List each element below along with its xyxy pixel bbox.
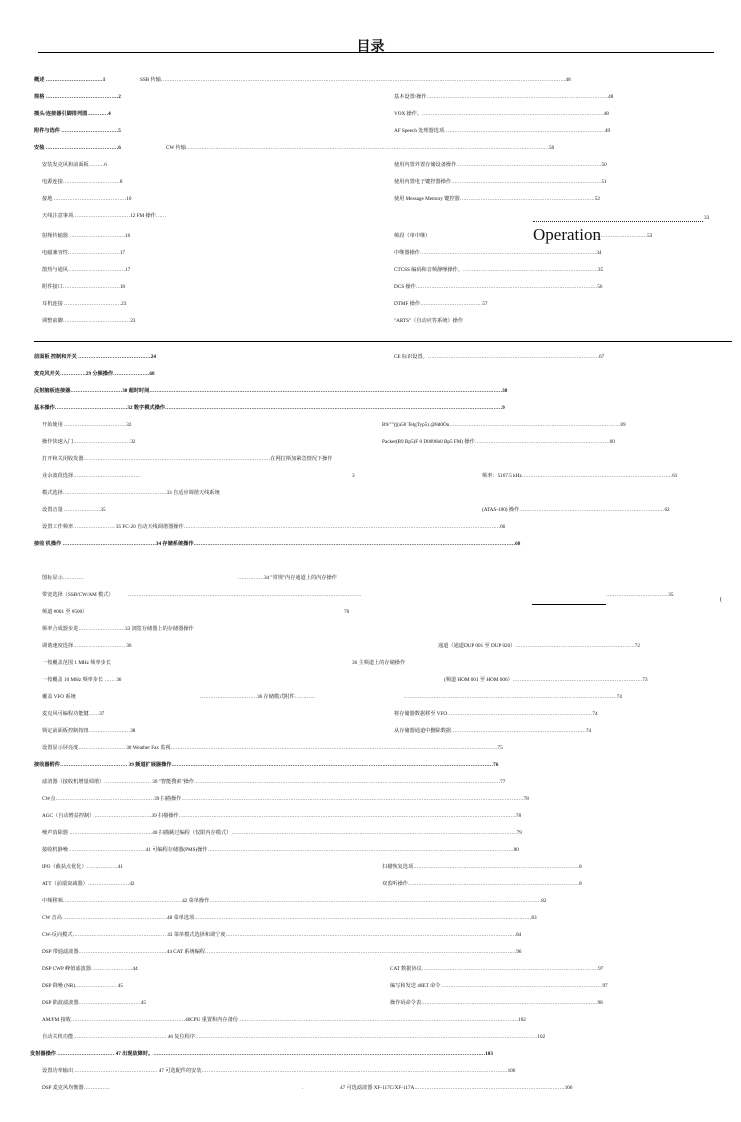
toc-row	[0, 659, 741, 669]
toc-entry[interactable]: 前面板 控制和开关 ……………………………………24	[34, 354, 156, 360]
toc-row	[0, 676, 741, 686]
toc-entry[interactable]: ATT（前端衰减器）……………………42	[42, 881, 135, 887]
toc-row	[0, 727, 741, 737]
toc-entry[interactable]: 接收机静噪………………………………………41 可编程存储器(PMS)操作……………………………………………………………………………………………………………………………………………………………80	[42, 847, 519, 853]
toc-entry[interactable]: (频道 HOM 001 至 HOM 006）…………………………………………………………………73	[444, 677, 648, 683]
toc-entry[interactable]: ……………………………53	[590, 233, 653, 239]
toc-entry[interactable]: DSP 降噪 (NR)…………………… 45	[42, 983, 123, 989]
toc-entry[interactable]: CAT 数据协议…………………………………………………………………………………………97	[390, 966, 604, 972]
toc-row	[0, 863, 741, 873]
toc-entry[interactable]: 射频传输器……………………………16	[42, 233, 131, 239]
operation-heading: Operation	[533, 225, 601, 244]
toc-entry[interactable]: IPO（截获点优化）………………41	[42, 864, 123, 870]
toc-entry[interactable]: 使用 Message Memory 键控器……………………………………………………………………52	[394, 196, 600, 202]
toc-row	[0, 829, 741, 839]
toc-row	[0, 642, 741, 652]
toc-row	[0, 144, 741, 154]
toc-entry[interactable]: Packet(B9 Bp5)F 0 D0096b0 Bp5 FM) 操作……………………………………………………………………60	[382, 439, 615, 445]
toc-entry[interactable]: 从存储器通道中删除数据……………………………………………………………………74	[394, 728, 592, 734]
section-divider	[34, 341, 732, 342]
stray-mark: (	[720, 597, 722, 603]
toc-row	[0, 1084, 741, 1094]
toc-row	[0, 591, 741, 601]
title-rule	[38, 52, 714, 53]
toc-entry[interactable]: CW点…………………………………………………39 扫描操作………………………………………………………………………………………………………………………………………………………………………………78	[42, 796, 529, 802]
toc-row	[0, 266, 741, 276]
toc-entry[interactable]: 频段（单中继）	[394, 233, 431, 239]
toc-entry[interactable]: 操作快速入门……………………………32	[42, 439, 136, 445]
toc-entry[interactable]: .	[302, 1085, 304, 1091]
toc-row	[0, 880, 741, 890]
toc-row	[0, 438, 741, 448]
toc-entry[interactable]: AGC（自动增益控制）……………………………39 扫描操作……………………………………………………………………………………………………………………………………………………………………………78	[42, 813, 522, 819]
toc-row	[0, 353, 741, 363]
toc-entry[interactable]: 自动关机功能……………………………………………… 46 复位程序………………………………………………………………………………………………………………………………………………………………………………102	[42, 1034, 546, 1040]
solid-rule-fragment	[532, 604, 606, 605]
toc-entry[interactable]: "ARTS"（自动应答系统）操作	[394, 318, 464, 324]
toc-entry[interactable]: DSP 麦克风均衡器……………	[42, 1085, 110, 1091]
toc-entry[interactable]: 散热与通风……………………………17	[42, 267, 131, 273]
toc-entry[interactable]: ……………………………36 存储模式附件…………	[200, 694, 316, 700]
toc-row	[0, 710, 741, 720]
toc-row	[0, 965, 741, 975]
toc-entry[interactable]: 开始使用 ………………………………32	[42, 422, 132, 428]
toc-row	[0, 93, 741, 103]
toc-entry[interactable]: 使用内置外置存储设备操作…………………………………………………………………………50	[394, 162, 607, 168]
toc-entry[interactable]: 锁定前面板控制按钮……………………38	[42, 728, 136, 734]
toc-entry[interactable]: DSP 陷波滤波器………………………………45	[42, 1000, 146, 1006]
toc-entry[interactable]: 频道 #001 至 #500）	[42, 609, 88, 615]
toc-entry[interactable]: 基本操作……………………………………32 数字模式操作……………………………………………………………………………………………………………………………………………………………………………9	[34, 405, 505, 411]
toc-entry[interactable]: 将存储器数据移至 VFO…………………………………………………………………………74	[394, 711, 598, 717]
toc-entry[interactable]: 设置显示屏亮度……………………… 38 Weather Fax 监视………………………………………………………………………………………………………………………………………………………………………75	[42, 745, 503, 751]
toc-entry[interactable]: 47 可选滤波器 XF-117C/XF-117A……………………………………………………………………………106	[340, 1085, 573, 1091]
toc-row	[0, 472, 741, 482]
toc-entry[interactable]: 中频移频……………………………………………………………42 菜单操作…………………………………………………………………………………………………………………………………………………………………………82	[42, 898, 547, 904]
toc-entry[interactable]: 设置音量 …………………35	[42, 507, 106, 513]
toc-row	[0, 127, 741, 137]
toc-entry[interactable]: 接地 ……………………………………10	[42, 196, 132, 202]
toc-row	[0, 931, 741, 941]
toc-row	[0, 195, 741, 205]
toc-row	[0, 778, 741, 788]
toc-entry[interactable]: 带宽选择（SSB/CW/AM 模式）	[42, 592, 114, 598]
toc-entry[interactable]: 噪声消除器 …………………………………………40 扫描跳过编程（仅限内存模式）…………………………………………………………………………………………………………………………………………………79	[42, 830, 522, 836]
toc-row	[0, 999, 741, 1009]
toc-row	[0, 404, 741, 414]
toc-entry[interactable]: 图标显示…………	[42, 575, 84, 581]
toc-row	[0, 897, 741, 907]
toc-entry[interactable]: 打开和关闭收发器………………………………………………………………………………………………在网拉斯加紧急情况下操作	[42, 456, 333, 462]
toc-entry[interactable]: ……………34 "常规"内存通道上的内存操作	[238, 575, 337, 581]
toc-entry[interactable]: 编写和发送 48ET 命令 …………………………………………………………………………………97	[390, 983, 608, 989]
toc-entry[interactable]: 电磁兼容性…………………………17	[42, 250, 126, 256]
toc-entry[interactable]: 双监听操作………………………………………………………………………………………8	[382, 881, 582, 887]
toc-entry[interactable]: CTCSS 编码和音频静噪操作。……………………………………………………………………35	[394, 267, 604, 273]
toc-entry[interactable]: 附件与选件 ……………………………5	[34, 128, 121, 134]
toc-row	[0, 1016, 741, 1026]
toc-entry[interactable]: 一按覆盖范围 1 MHz 频率步长	[42, 660, 112, 666]
toc-row	[0, 1050, 741, 1060]
toc-entry[interactable]: CW 传输…………………………………………………………………………………………………………………………………………………………………………………………50	[166, 145, 555, 151]
toc-entry[interactable]: 设置功率输出 ………………………………………… 47 可选配件的安装……………………………………………………………………………………………………………………………………………………………106	[42, 1068, 516, 1074]
toc-entry[interactable]: 麦克风可编程功能键……37	[42, 711, 105, 717]
toc-entry[interactable]: 反射脑板连接器…………………………30 超时时间……………………………………………………………………………………………………………………………………………………………………………………38	[34, 388, 508, 394]
toc-entry[interactable]: 天线注意事项……………………………12 FM 操作……	[42, 213, 167, 219]
toc-row	[0, 540, 741, 550]
operation-page-number: 33	[704, 215, 710, 221]
toc-entry[interactable]: DSP 带通滤波器……………………………………………44 CAT 系统编程………………………………………………………………………………………………………………………………………………………………96	[42, 949, 522, 955]
toc-entry[interactable]: AF Speech 处理器选项…………………………………………………………………………………49	[394, 128, 611, 134]
toc-entry[interactable]: 发射器操作 …………………………… 47 出现故障时。…………………………………………………………………………………………………………………………………………………………………………103	[30, 1051, 493, 1057]
toc-row	[0, 744, 741, 754]
toc-entry[interactable]: 频率合成器步进………………………33 浏览存储器上的存储器操作	[42, 626, 194, 632]
toc-row	[0, 178, 741, 188]
toc-entry[interactable]: 使用内置电子键控器操作……………………………………………………………………………51	[394, 179, 607, 185]
toc-row	[0, 574, 741, 584]
toc-row	[0, 110, 741, 120]
toc-row	[0, 249, 741, 259]
toc-entry[interactable]: 36 主频道上的存储操作	[352, 660, 406, 666]
toc-entry[interactable]: 电源连接……………………………8	[42, 179, 123, 185]
toc-row	[0, 761, 741, 771]
toc-row	[0, 232, 741, 242]
toc-row	[0, 161, 741, 171]
toc-row	[0, 421, 741, 431]
toc-entry[interactable]: 规格 ……………………………………2	[34, 94, 121, 100]
toc-entry[interactable]: 接收 机操作 ………………………………………………34 存储系统操作……………………………………………………………………………………………………………………………………………………………………68	[34, 541, 521, 547]
toc-entry[interactable]: 安装发克风和前面板………6	[42, 162, 107, 168]
toc-entry[interactable]: 70	[344, 609, 350, 615]
toc-entry[interactable]: 调谐速度选择………………………… 36	[42, 643, 132, 649]
toc-entry[interactable]: SSB 传输………………………………………………………………………………………………………………………………………………………………………………………………………………48	[140, 77, 571, 83]
toc-entry[interactable]: 3	[352, 473, 355, 479]
toc-entry[interactable]: 频率：5167.5 kHz……………………………………………………………………………61	[482, 473, 678, 479]
toc-entry[interactable]: 设置工作频率…………………… 35 FC-20 自动天线调谐器操作…………………………………………………………………………………………………………………………………………………………………66	[42, 524, 506, 530]
toc-entry[interactable]: CW-反向模式……………………………………………… 43 菜单模式选择和调宁度……………………………………………………………………………………………………………………………………………………84	[42, 932, 522, 938]
page-title: 目录	[356, 39, 385, 55]
toc-row	[0, 846, 741, 856]
toc-entry[interactable]: 调整前脚…………………………………23	[42, 318, 136, 324]
toc-row	[0, 1067, 741, 1077]
toc-row	[0, 76, 741, 86]
toc-entry[interactable]: 基本设置/操作……………………………………………………………………………………………48	[394, 94, 614, 100]
toc-entry[interactable]: ……………………………………………………………………………………………………………74	[404, 694, 622, 700]
toc-entry[interactable]: 操作码命令表…………………………………………………………………………………………98	[390, 1000, 603, 1006]
toc-row	[0, 523, 741, 533]
toc-entry[interactable]: DCS 操作……………………………………………………………………………………………56	[394, 284, 603, 290]
toc-entry[interactable]: DSP CWP 峰值滤波器……………………44	[42, 966, 138, 972]
toc-entry[interactable]: 业余波段选择…………………………………	[42, 473, 141, 479]
toc-entry[interactable]: 接收器附件………………………………… 39 频道扩展器操作……………………………………………………………………………………………………………………………………………………………………76	[34, 762, 499, 768]
toc-row	[0, 506, 741, 516]
toc-row	[0, 489, 741, 499]
toc-row	[0, 317, 741, 327]
toc-row	[0, 982, 741, 992]
toc-row	[0, 387, 741, 397]
toc-entry[interactable]: ………………………………………………………………………………………………………………………	[128, 592, 362, 598]
toc-entry[interactable]: ………………………………35	[606, 592, 674, 598]
toc-entry[interactable]: 扫描恢复选项……………………………………………………………………………………8	[382, 864, 582, 870]
toc-entry[interactable]: 附件接口……………………………18	[42, 284, 126, 290]
toc-entry[interactable]: 中继器操作…………………………………………………………………………………………34	[394, 250, 602, 256]
toc-row	[0, 300, 741, 310]
toc-entry[interactable]: VOX 操作。……………………………………………………………………………………………48	[394, 111, 609, 117]
toc-entry[interactable]: CW 音高 ……………………………………………………48 菜单选项……………………………………………………………………………………………………………………………………………………………………………83	[42, 915, 537, 921]
toc-row	[0, 914, 741, 924]
toc-entry[interactable]: 麦克风开关……………29 分频操作…………………68	[34, 371, 155, 377]
toc-entry[interactable]: 覆盖 VFO 系统	[42, 694, 76, 700]
toc-entry[interactable]: (ATAS-100) 操作…………………………………………………………………………62	[482, 507, 670, 513]
toc-entry[interactable]: 概述 ……………………………1	[34, 77, 106, 83]
toc-row	[0, 608, 741, 618]
toc-row	[0, 948, 741, 958]
toc-entry[interactable]: 滤清器（接收机增量调谐）……………………… 39 "智能搜索"操作……………………………………………………………………………………………………………………………………………………………77	[42, 779, 506, 785]
toc-row	[0, 283, 741, 293]
toc-row	[0, 812, 741, 822]
toc-entry[interactable]: 一按覆盖 10 MHz 频率步长 …… 36	[42, 677, 122, 683]
toc-row	[0, 455, 741, 465]
toc-row	[0, 625, 741, 635]
toc-entry[interactable]: 安装 ……………………………………6	[34, 145, 121, 151]
toc-row	[0, 370, 741, 380]
toc-entry[interactable]: B9/""([(a50 TelgTyp5) @8d0On………………………………………………………………………………………69	[382, 422, 626, 428]
toc-row	[0, 693, 741, 703]
toc-entry[interactable]: AM/FM 接收…………………………………………………………46CPU 重置和内存备份………………………………………………………………………………………………………………………………………………102	[42, 1017, 526, 1023]
toc-entry[interactable]: 耳机连接 ……………………………23	[42, 301, 127, 307]
toc-row	[0, 795, 741, 805]
toc-entry[interactable]: 通道（通道DUP 001 至 DUP 020）……………………………………………………………72	[438, 643, 640, 649]
toc-entry[interactable]: 插头/连接器引脚排列图…………4	[34, 111, 111, 117]
toc-entry[interactable]: 模式选择……………………………………………………33 自适应调谐天线系统	[42, 490, 220, 496]
toc-entry[interactable]: CE 标识设置。………………………………………………………………………………………67	[394, 354, 605, 360]
toc-entry[interactable]: DTMF 操作………………………………57	[394, 301, 488, 307]
toc-row	[0, 212, 741, 222]
toc-row	[0, 1033, 741, 1043]
